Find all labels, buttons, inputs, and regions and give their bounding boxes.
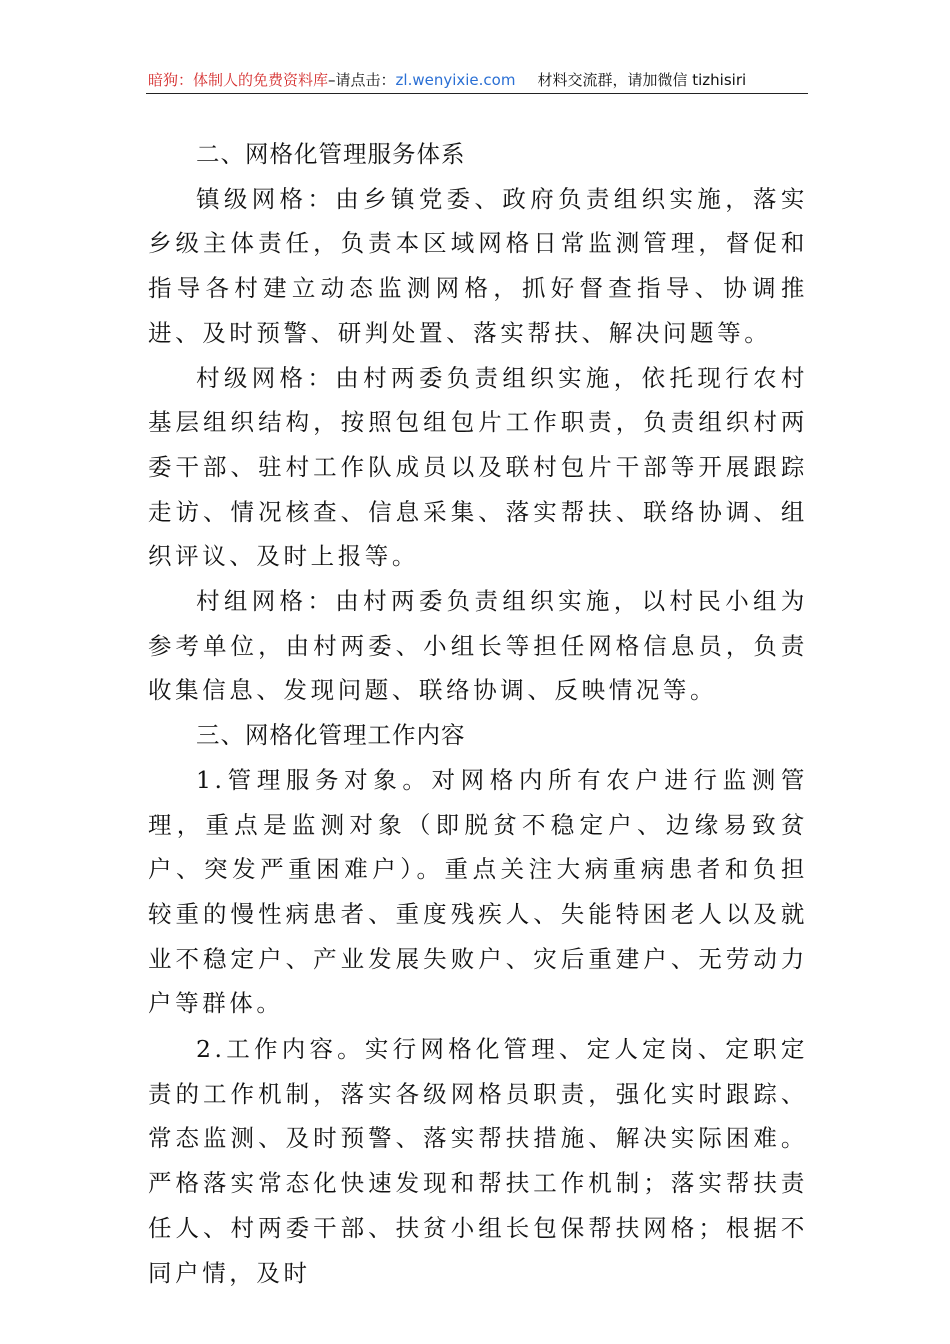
paragraph-group-grid: 村组网格：由村两委负责组织实施，以村民小组为参考单位，由村两委、小组长等担任网格信息员，负责收集信息、发现问题、联络协调、反映情况等。 bbox=[148, 587, 808, 705]
header-url-link[interactable]: zl.wenyixie.com bbox=[395, 71, 516, 89]
header-brand: 暗狗：体制人的免费资料库 bbox=[148, 71, 329, 89]
document-body bbox=[148, 132, 808, 1295]
paragraph-village-grid: 村级网格：由村两委负责组织实施，依托现行农村基层组织结构，按照包组包片工作职责，负责组织村两委干部、驻村工作队成员以及联村包片干部等开展跟踪走访、情况核查、信息采集、落实帮扶、联络协调、组织评议、及时上报等。 bbox=[148, 363, 808, 571]
header-group-note: 材料交流群，请加微信 tizhisiri bbox=[537, 71, 747, 89]
header-divider bbox=[146, 93, 808, 94]
header-click-label: –请点击： bbox=[328, 71, 396, 89]
paragraph-item-2: 2.工作内容。实行网格化管理、定人定岗、定职定责的工作机制，落实各级网格员职责，强化实时跟踪、常态监测、及时预警、落实帮扶措施、解决实际困难。严格落实常态化快速发现和帮扶工作机制；落实帮扶责任人、村两委干部、扶贫小组长包保帮扶网格；根据不同户情，及时 bbox=[148, 1035, 808, 1287]
paragraph-item-1: 1.管理服务对象。对网格内所有农户进行监测管理，重点是监测对象（即脱贫不稳定户、边缘易致贫户、突发严重困难户）。重点关注大病重病患者和负担较重的慢性病患者、重度残疾人、失能特困老人以及就业不稳定户、产业发展失败户、灾后重建户、无劳动力户等群体。 bbox=[148, 765, 808, 1018]
paragraph-town-grid: 镇级网格：由乡镇党委、政府负责组织实施，落实乡级主体责任，负责本区域网格日常监测管理，督促和指导各村建立动态监测网格，抓好督查指导、协调推进、及时预警、研判处置、落实帮扶、解决问题等。 bbox=[148, 184, 808, 347]
page-header bbox=[148, 68, 808, 92]
section-3-title: 三、网格化管理工作内容 bbox=[196, 721, 466, 750]
section-2-title: 二、网格化管理服务体系 bbox=[196, 140, 466, 168]
